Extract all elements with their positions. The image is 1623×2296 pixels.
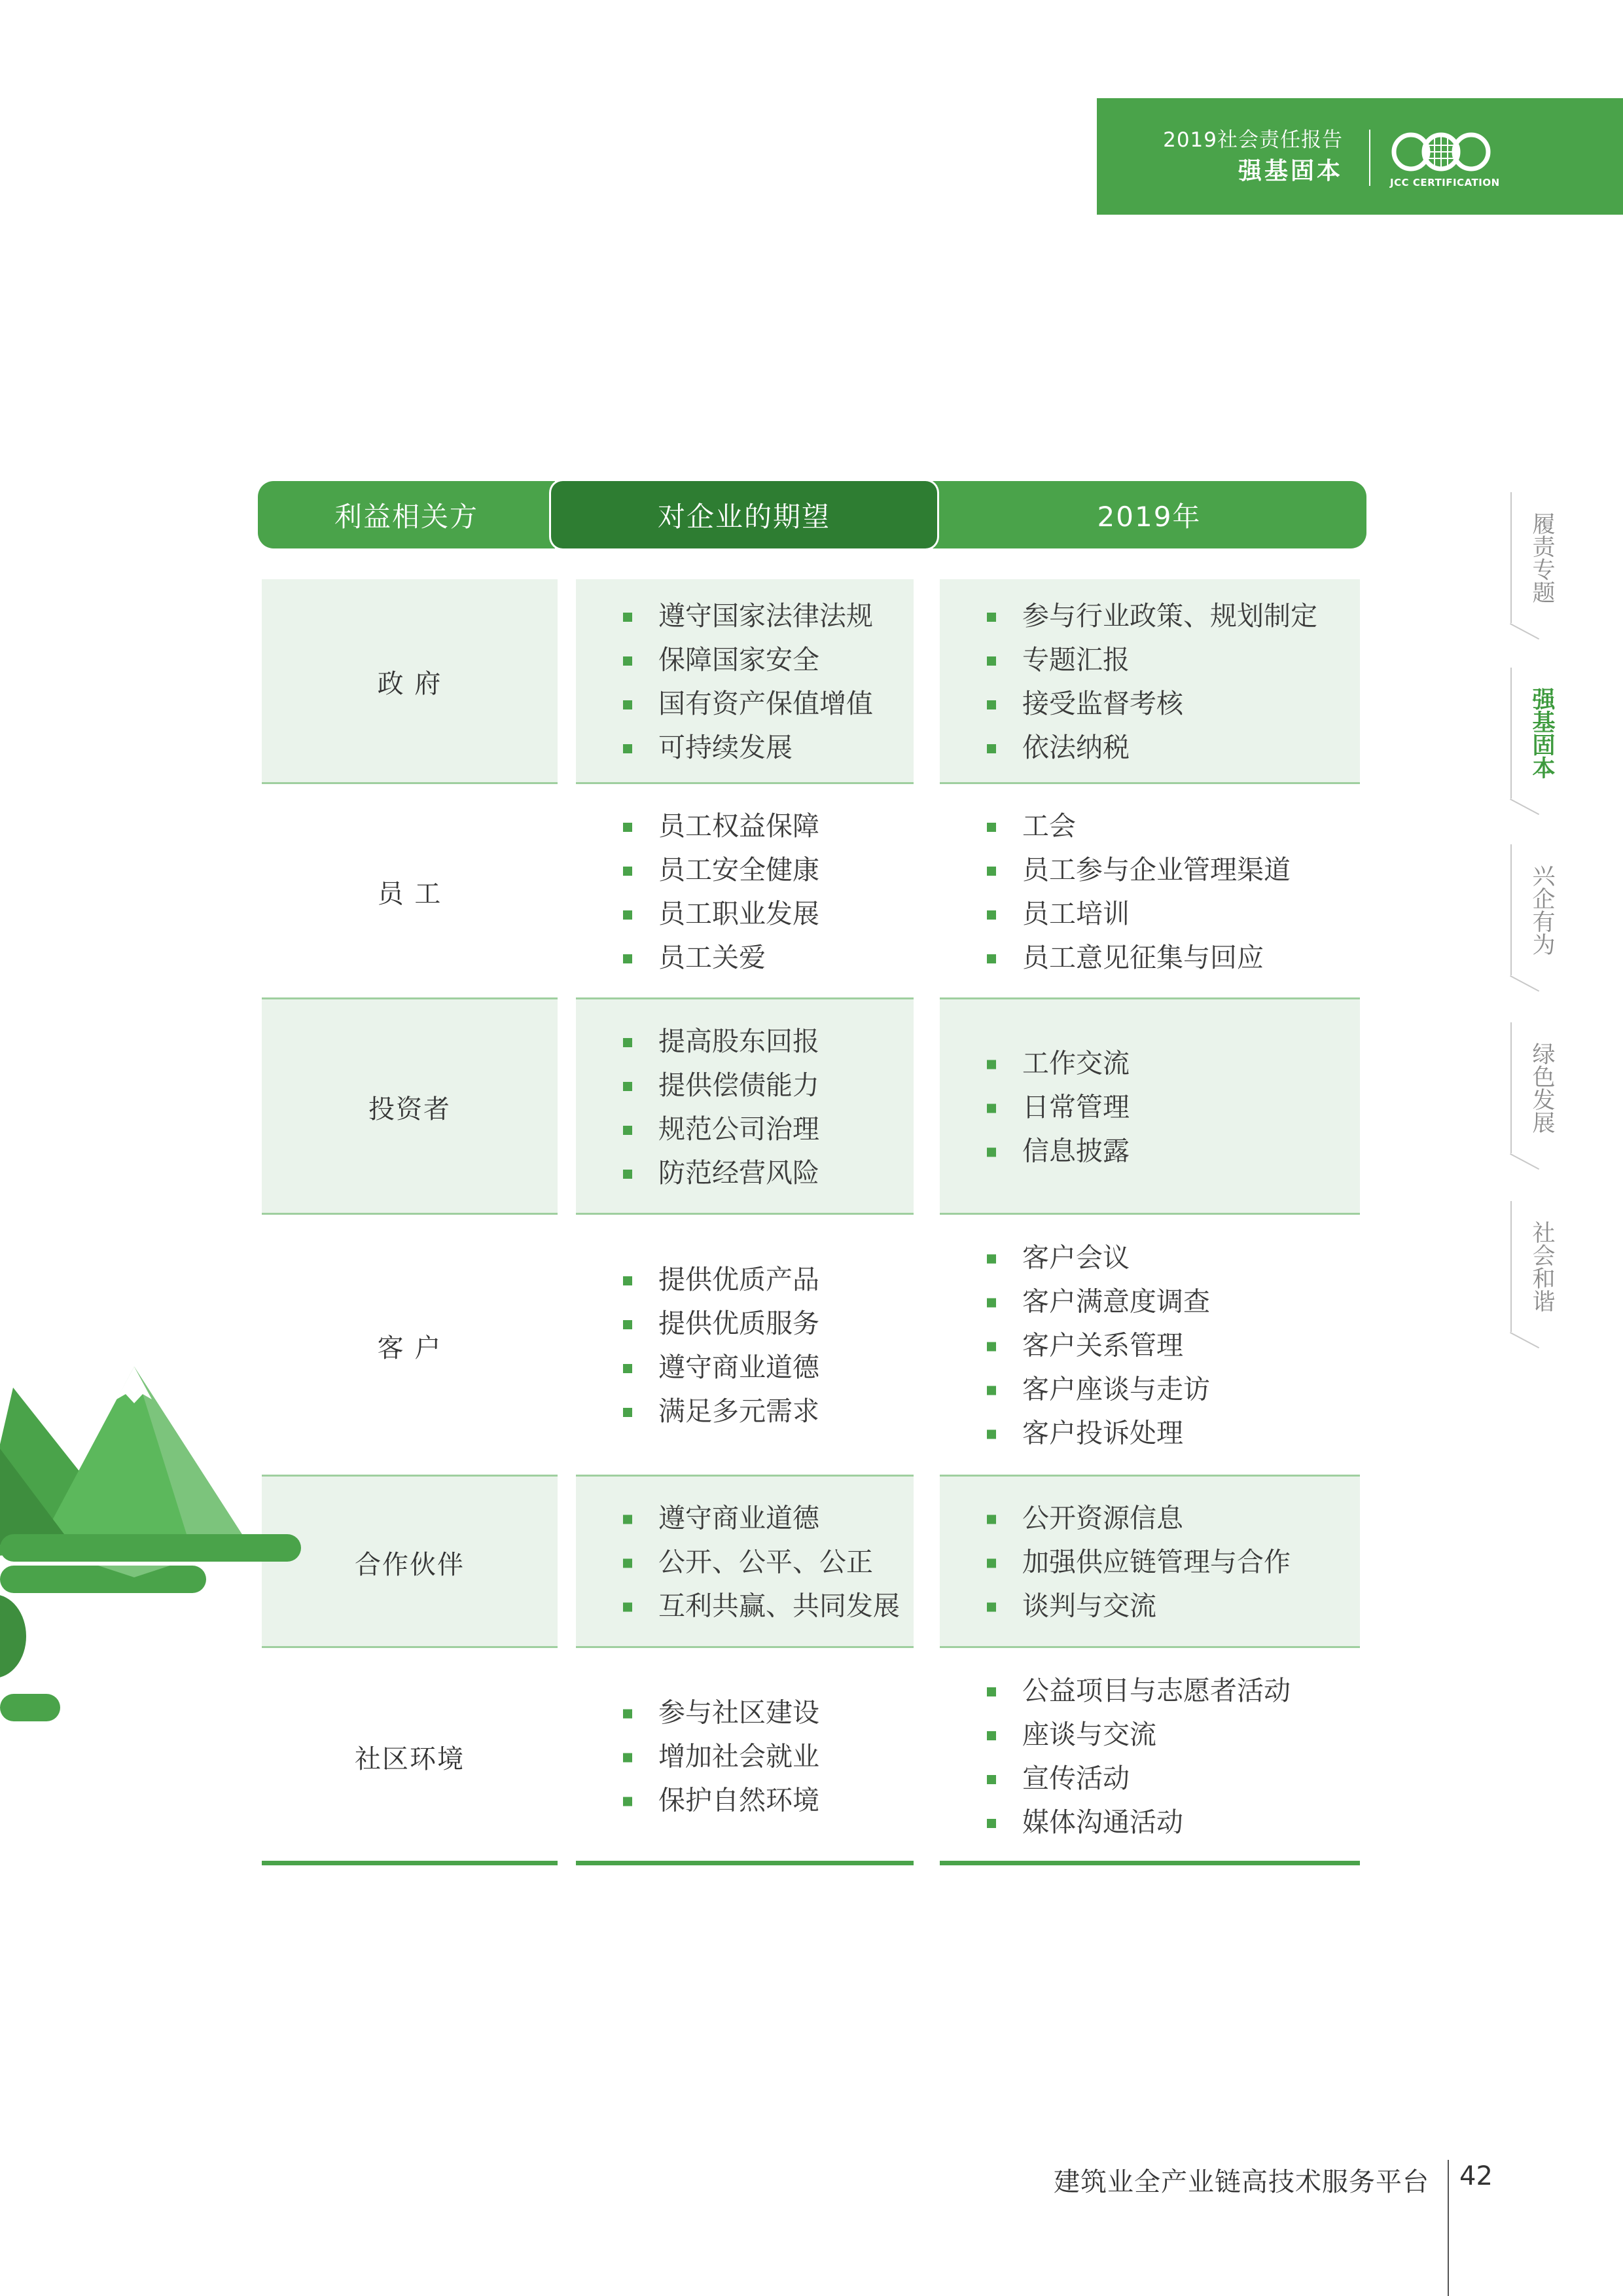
expectations-cell — [576, 999, 914, 1215]
stakeholder-cell: 投资者 — [262, 999, 558, 1215]
footer-divider — [1448, 2160, 1449, 2296]
page-number: 42 — [1459, 2161, 1493, 2191]
list-item: 宣传活动 — [987, 1757, 1291, 1801]
section-title: 强基固本 — [1238, 158, 1343, 185]
list-item: 客户座谈与走访 — [987, 1368, 1210, 1412]
mountains-decoration — [0, 1348, 314, 1741]
list-item: 提供偿债能力 — [623, 1064, 819, 1107]
list-item: 员工权益保障 — [623, 804, 819, 848]
list-item: 媒体沟通活动 — [987, 1801, 1291, 1844]
report-title: 2019社会责任报告 — [1163, 128, 1343, 152]
row-divider — [940, 1861, 1360, 1865]
list-item: 专题汇报 — [987, 638, 1317, 682]
stakeholder-cell: 合作伙伴 — [262, 1477, 558, 1648]
list-item: 互利共赢、共同发展 — [623, 1585, 900, 1628]
table-row — [0, 784, 1623, 999]
list-item: 提高股东回报 — [623, 1020, 819, 1064]
table-row — [0, 579, 1623, 784]
list-item: 员工关爱 — [623, 936, 819, 980]
row-divider — [576, 1861, 914, 1865]
list-item: 客户投诉处理 — [987, 1412, 1210, 1456]
list-item: 员工职业发展 — [623, 892, 819, 936]
expectations-cell — [576, 1215, 914, 1477]
side-nav-item[interactable]: 绿色发展 — [1529, 1042, 1555, 1134]
table-row — [0, 999, 1623, 1215]
list-item: 公开资源信息 — [987, 1497, 1291, 1541]
side-nav-line — [1510, 844, 1512, 975]
actions-list — [987, 1041, 1130, 1173]
expectations-cell — [576, 784, 914, 999]
actions-cell — [940, 999, 1360, 1215]
stakeholder-cell: 客 户 — [377, 1333, 442, 1363]
stakeholder-cell: 社区环境 — [355, 1744, 465, 1774]
actions-cell — [940, 1215, 1360, 1477]
column-header-expectations: 对企业的期望 — [551, 481, 937, 548]
list-item: 可持续发展 — [623, 726, 873, 770]
list-item: 遵守国家法律法规 — [623, 594, 873, 638]
list-item: 提供优质产品 — [623, 1258, 819, 1302]
side-nav-line — [1510, 1201, 1512, 1332]
column-header-stakeholder: 利益相关方 — [258, 481, 555, 548]
list-item: 客户满意度调查 — [987, 1280, 1210, 1324]
row-divider — [262, 1861, 558, 1865]
list-item: 工作交流 — [987, 1041, 1130, 1085]
actions-cell — [940, 579, 1360, 784]
expectations-cell — [576, 1648, 914, 1865]
list-item: 国有资产保值增值 — [623, 682, 873, 726]
actions-cell — [940, 784, 1360, 999]
actions-list — [987, 594, 1317, 770]
side-nav-item[interactable]: 履责专题 — [1529, 512, 1555, 603]
actions-list — [987, 804, 1291, 980]
stakeholder-cell: 政 府 — [262, 579, 558, 784]
expectations-list — [623, 1691, 819, 1823]
side-nav-item[interactable]: 强基固本 — [1529, 687, 1555, 779]
list-item: 保护自然环境 — [623, 1779, 819, 1823]
list-item: 遵守商业道德 — [623, 1497, 900, 1541]
list-item: 员工意见征集与回应 — [987, 936, 1291, 980]
header-text-block — [1163, 126, 1343, 188]
actions-list — [987, 1236, 1210, 1456]
list-item: 员工安全健康 — [623, 848, 819, 892]
list-item: 防范经营风险 — [623, 1151, 819, 1195]
list-item: 参与行业政策、规划制定 — [987, 594, 1317, 638]
expectations-list — [623, 1258, 819, 1433]
side-nav-line — [1510, 668, 1512, 798]
list-item: 工会 — [987, 804, 1291, 848]
header-badge — [1097, 98, 1623, 215]
actions-list — [987, 1669, 1291, 1844]
footer-platform: 建筑业全产业链高技术服务平台 — [1054, 2167, 1429, 2197]
list-item: 客户会议 — [987, 1236, 1210, 1280]
side-nav-line — [1510, 1022, 1512, 1153]
list-item: 谈判与交流 — [987, 1585, 1291, 1628]
actions-list — [987, 1497, 1291, 1628]
list-item: 提供优质服务 — [623, 1302, 819, 1346]
expectations-list — [623, 594, 873, 770]
list-item: 遵守商业道德 — [623, 1346, 819, 1390]
side-nav-item[interactable]: 兴企有为 — [1529, 864, 1555, 956]
list-item: 员工培训 — [987, 892, 1291, 936]
side-nav-item[interactable]: 社会和谐 — [1529, 1221, 1555, 1312]
list-item: 信息披露 — [987, 1129, 1130, 1173]
list-item: 公开、公平、公正 — [623, 1541, 900, 1585]
list-item: 依法纳税 — [987, 726, 1317, 770]
list-item: 座谈与交流 — [987, 1713, 1291, 1757]
list-item: 规范公司治理 — [623, 1107, 819, 1151]
column-header-year: 2019年 — [932, 481, 1366, 548]
list-item: 保障国家安全 — [623, 638, 873, 682]
side-nav-line — [1510, 492, 1512, 623]
expectations-list — [623, 1497, 900, 1628]
list-item: 员工参与企业管理渠道 — [987, 848, 1291, 892]
expectations-list — [623, 804, 819, 980]
header-divider — [1369, 130, 1370, 186]
list-item: 日常管理 — [987, 1085, 1130, 1129]
list-item: 接受监督考核 — [987, 682, 1317, 726]
list-item: 增加社会就业 — [623, 1735, 819, 1779]
list-item: 满足多元需求 — [623, 1390, 819, 1433]
expectations-cell — [576, 579, 914, 784]
list-item: 参与社区建设 — [623, 1691, 819, 1735]
actions-cell — [940, 1648, 1360, 1865]
logo-text: JCC CERTIFICATION — [1390, 177, 1500, 188]
stakeholder-cell: 员 工 — [377, 879, 442, 909]
list-item: 客户关系管理 — [987, 1324, 1210, 1368]
list-item: 公益项目与志愿者活动 — [987, 1669, 1291, 1713]
actions-cell — [940, 1477, 1360, 1648]
expectations-list — [623, 1020, 819, 1195]
list-item: 加强供应链管理与合作 — [987, 1541, 1291, 1585]
expectations-cell — [576, 1477, 914, 1648]
